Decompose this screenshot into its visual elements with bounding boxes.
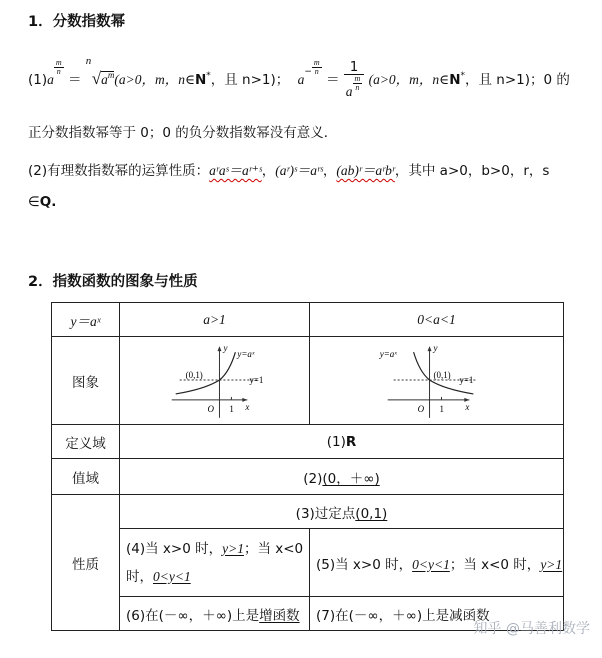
origin-label: O — [207, 403, 215, 414]
natural-numbers-symbol: N — [194, 72, 207, 88]
rules-tail: ，其中 a>0，b>0，r，s — [394, 163, 550, 179]
graph-label: 图象 — [52, 337, 120, 425]
header-function: y＝aˣ — [52, 303, 120, 337]
nth-root-expression: n $√a^m$ — [85, 55, 115, 88]
condition-end: ，且 n>1)； — [210, 72, 290, 88]
item-number: (1) — [28, 72, 48, 88]
domain-prefix: (1) — [326, 433, 346, 450]
rule-product-power: (ab)ʳ＝aʳbʳ — [336, 163, 395, 178]
rational-numbers-line — [28, 194, 56, 210]
prop4-part-e: 0<y<1 — [153, 568, 191, 584]
star-superscript-2: * — [460, 71, 465, 81]
increasing-sign-property — [120, 529, 310, 597]
fixed-point-cell — [120, 495, 564, 529]
range-value-text: (0，＋∞) — [322, 470, 380, 487]
domain-value-text: R — [345, 433, 357, 450]
graph-decreasing-cell — [310, 337, 564, 425]
fixed-point-value: (0,1) — [355, 505, 388, 522]
exponent-m-over-n-2: $\frac{m}{n}$ — [313, 58, 320, 76]
domain-row — [52, 425, 564, 459]
domain-value — [120, 425, 564, 459]
y1-line-label: y=1 — [249, 374, 264, 385]
equals-sign: ＝ — [67, 72, 82, 88]
rational-exponent-definition-line — [28, 52, 570, 100]
separator: ， — [261, 163, 276, 179]
y-axis-label: y — [223, 342, 228, 353]
exponential-function-table — [51, 302, 564, 631]
prop6-part-b: 增函数 — [259, 607, 300, 624]
domain-label: 定义域 — [52, 425, 120, 459]
rules-lead: (2)有理数指数幂的运算性质： — [28, 163, 210, 179]
graph-increasing-cell — [120, 337, 310, 425]
prop5-part-a: (5)当 x>0 时， — [316, 556, 413, 573]
negative-sign: − — [304, 67, 312, 77]
range-label: 值域 — [52, 459, 120, 495]
fixed-point-prefix: (3)过定点 — [295, 505, 356, 522]
increasing-exponential-graph — [120, 342, 309, 420]
sign-property-row — [52, 529, 564, 597]
prop6-part-a: (6)在(－∞，＋∞)上是 — [126, 607, 260, 624]
fixed-point-label: (0,1) — [433, 369, 451, 380]
prop4-part-d: 时， — [126, 568, 153, 585]
zhihu-watermark: 知乎 @马善利数学 — [473, 621, 590, 637]
separator-2: ， — [322, 163, 337, 179]
x-axis-label: x — [245, 401, 250, 412]
rule-product: aʳaˢ＝aʳ⁺ˢ — [209, 163, 262, 178]
properties-label: 性质 — [52, 495, 120, 631]
graph-row — [52, 337, 564, 425]
natural-numbers-symbol-2: N — [449, 72, 461, 88]
tick-one-label: 1 — [229, 403, 234, 414]
tick-one-label: 1 — [439, 403, 444, 414]
condition-text-2: (a>0，m，n∈ — [368, 72, 450, 87]
exponent-rules-line — [28, 159, 549, 179]
exponent-m-over-n: $\frac{m}{n}$ — [55, 58, 62, 76]
prop5-part-b: 0<y<1 — [412, 556, 450, 572]
y1-line-label: y=1 — [459, 374, 474, 385]
curve-label: y=aˣ — [379, 348, 397, 359]
prop4-part-b: y>1 — [222, 540, 244, 556]
prop5-part-d: y>1 — [540, 556, 563, 572]
base-a: a — [47, 72, 54, 87]
rule-power: (aʳ)ˢ＝aʳˢ — [275, 163, 323, 178]
equals-sign-2: ＝ — [325, 72, 340, 88]
element-of-symbol: ∈ — [28, 194, 40, 210]
rationals-symbol: Q — [39, 194, 52, 210]
condition-text: (a>0，m，n∈ — [114, 72, 195, 87]
y-axis-label: y — [433, 342, 438, 353]
decreasing-exponential-graph — [310, 342, 563, 420]
header-a-between-0-1: 0<a<1 — [310, 303, 564, 337]
fixed-point-label: (0,1) — [185, 369, 203, 380]
section2-heading: 2．指数函数的图象与性质 — [28, 274, 198, 290]
prop4-part-c: ；当 x<0 — [243, 540, 304, 557]
prop5-part-c: ；当 x<0 时， — [449, 556, 541, 573]
star-superscript: * — [206, 71, 211, 81]
range-value — [120, 459, 564, 495]
curve-label: y=aˣ — [237, 348, 255, 359]
base-a-2: a — [297, 72, 305, 87]
range-row — [52, 459, 564, 495]
decreasing-monotonicity: (7)在(－∞，＋∞)上是减函数 — [310, 597, 564, 631]
one-over-root-fraction: 1 a $\frac{m}{n}$ — [344, 61, 365, 100]
prop4-part-a: (4)当 x>0 时， — [126, 540, 223, 557]
condition-end-2: ，且 n>1)；0 的 — [465, 72, 570, 88]
table-header-row — [52, 303, 564, 337]
period: . — [51, 194, 57, 210]
decreasing-sign-property — [310, 529, 564, 597]
fixed-point-row — [52, 495, 564, 529]
zero-power-note: 正分数指数幂等于 0；0 的负分数指数幂没有意义． — [28, 125, 338, 141]
increasing-monotonicity — [120, 597, 310, 631]
x-axis-label: x — [465, 401, 470, 412]
header-a-greater-1: a>1 — [120, 303, 310, 337]
section1-heading: 1．分数指数幂 — [28, 14, 126, 30]
range-prefix: (2) — [303, 470, 323, 487]
origin-label: O — [417, 403, 425, 414]
